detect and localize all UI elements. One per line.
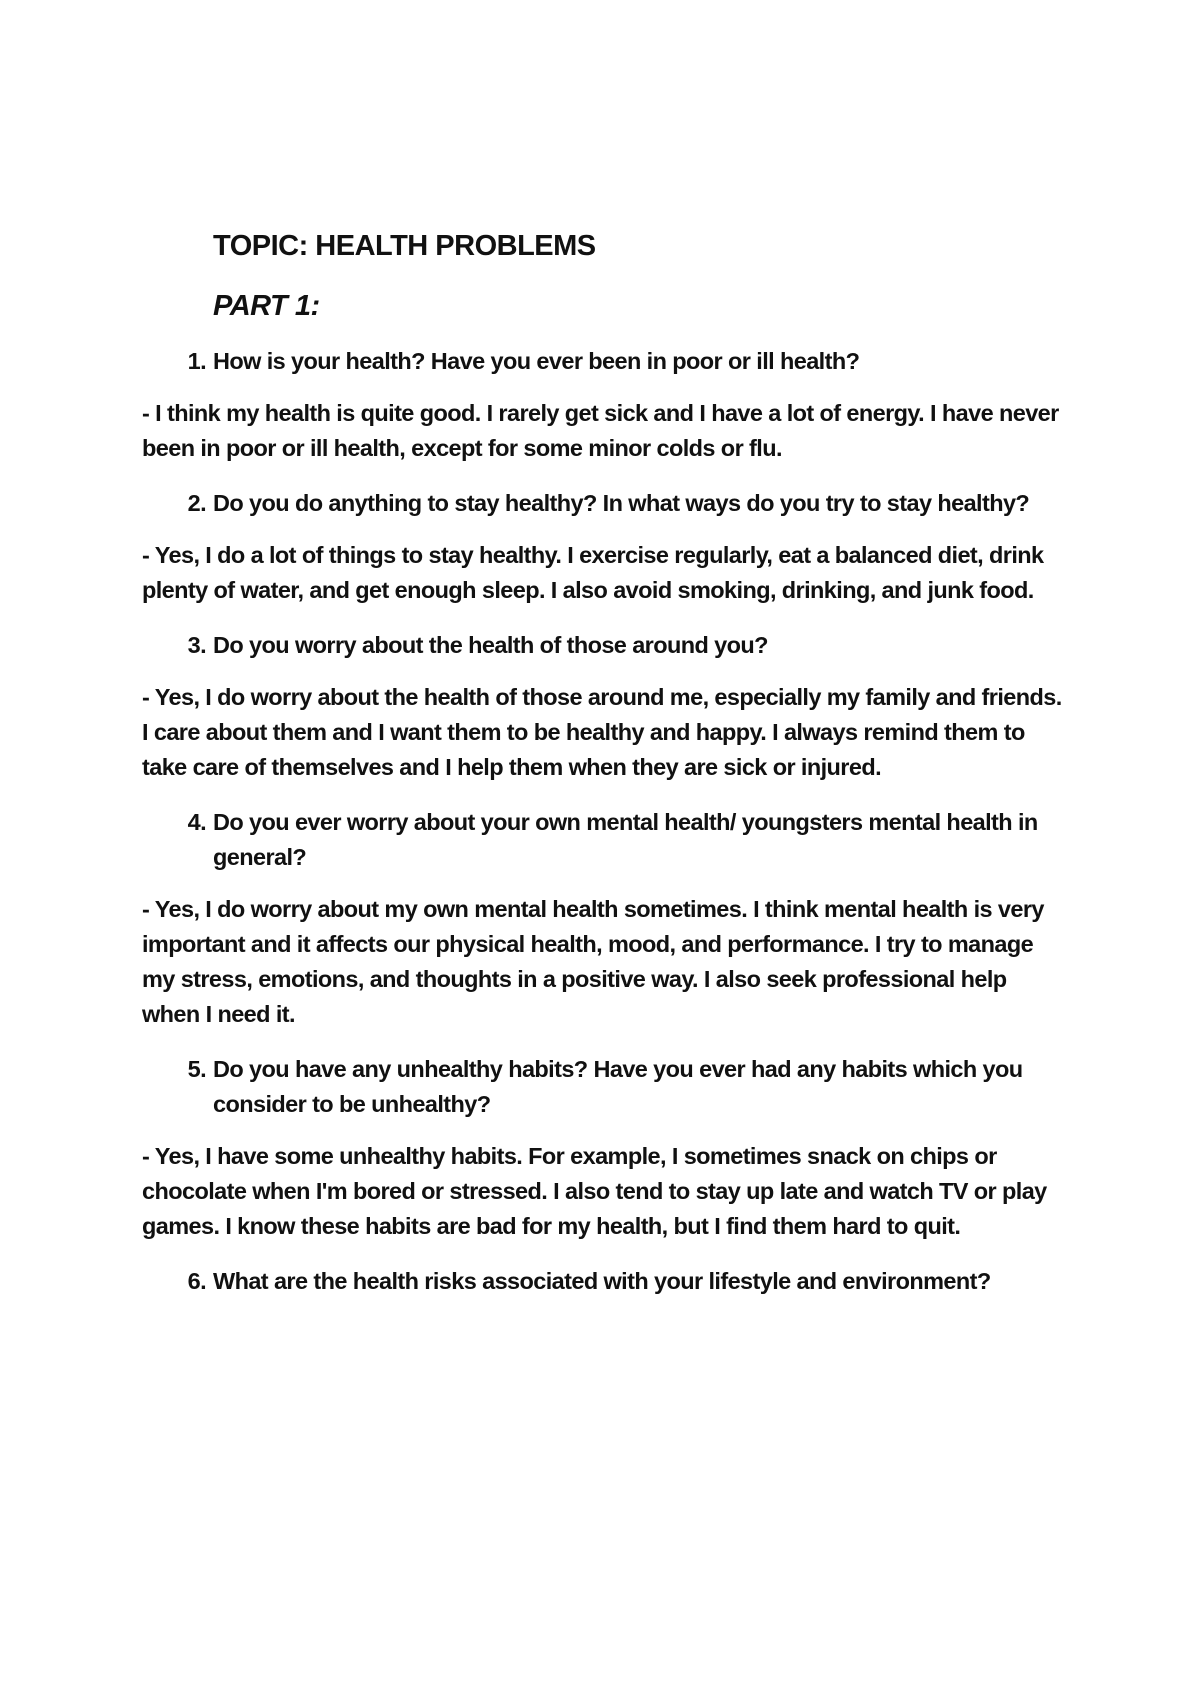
- topic-heading: TOPIC: HEALTH PROBLEMS: [213, 230, 596, 262]
- question-number: 6.: [187, 1268, 206, 1294]
- question-text: Do you ever worry about your own mental health/ youngsters mental health in general?: [213, 809, 1038, 870]
- question-number: 2.: [187, 490, 206, 516]
- question-4: [187, 805, 1063, 875]
- question-5: [187, 1052, 1063, 1122]
- answer-4: - Yes, I do worry about my own mental health sometimes. I think mental health is very important and it affects our physical health, mood, and performance. I try to manage my stress, emotions, and thoughts in a positive way. I also seek professional help when I need it.: [142, 896, 1044, 1027]
- qa-item-4: [142, 805, 1082, 1032]
- question-number: 1.: [187, 348, 206, 374]
- part-heading: PART 1:: [213, 290, 320, 322]
- answer-3: - Yes, I do worry about the health of those around me, especially my family and friends. I care about them and I want them to be healthy and happy. I always remind them to take care of themselves and I help them when they are sick or injured.: [142, 684, 1062, 780]
- question-number: 5.: [187, 1056, 206, 1082]
- qa-item-5: [142, 1052, 1082, 1244]
- answer-1: - I think my health is quite good. I rarely get sick and I have a lot of energy. I have never been in poor or ill health, except for some minor colds or flu.: [142, 400, 1059, 461]
- qa-item-2: [142, 486, 1082, 608]
- question-number: 4.: [187, 809, 206, 835]
- question-text: How is your health? Have you ever been in poor or ill health?: [213, 348, 860, 374]
- question-6: [187, 1264, 1063, 1299]
- question-1: [187, 344, 1063, 379]
- answer-5: - Yes, I have some unhealthy habits. For example, I sometimes snack on chips or chocolate when I'm bored or stressed. I also tend to stay up late and watch TV or play games. I know these habits are bad for my health, but I find them hard to quit.: [142, 1143, 1047, 1239]
- qa-item-6: [142, 1264, 1082, 1299]
- question-text: Do you have any unhealthy habits? Have you ever had any habits which you consider to be unhealthy?: [213, 1056, 1023, 1117]
- question-2: [187, 486, 1063, 521]
- question-3: [187, 628, 1063, 663]
- answer-2: - Yes, I do a lot of things to stay healthy. I exercise regularly, eat a balanced diet, drink plenty of water, and get enough sleep. I also avoid smoking, drinking, and junk food.: [142, 542, 1044, 603]
- qa-item-1: [142, 344, 1082, 466]
- question-text: Do you worry about the health of those around you?: [213, 632, 768, 658]
- question-text: What are the health risks associated with your lifestyle and environment?: [213, 1268, 991, 1294]
- question-text: Do you do anything to stay healthy? In what ways do you try to stay healthy?: [213, 490, 1030, 516]
- question-number: 3.: [187, 632, 206, 658]
- document-content: [142, 228, 1082, 1299]
- qa-item-3: [142, 628, 1082, 785]
